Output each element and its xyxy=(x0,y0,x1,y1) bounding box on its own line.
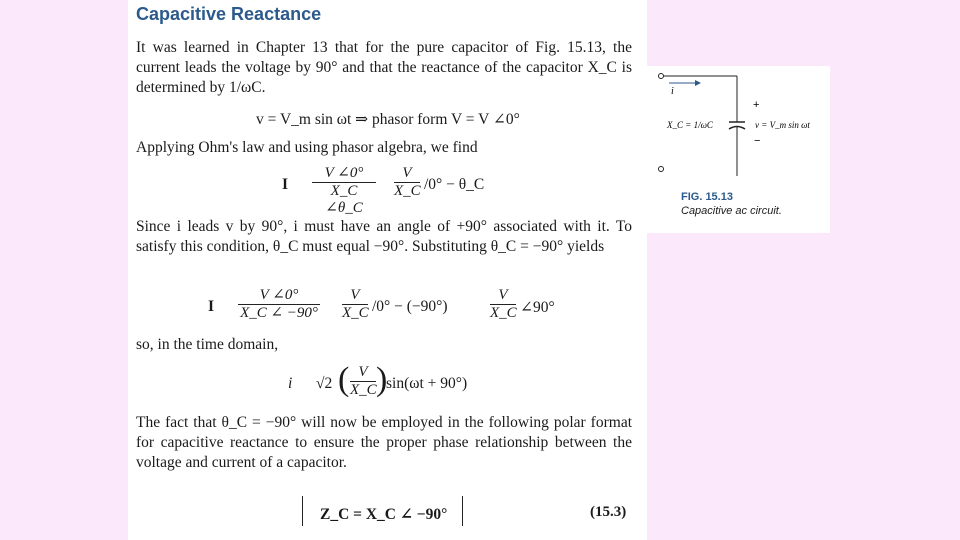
figure-caption-text: Capacitive ac circuit. xyxy=(681,205,782,217)
eq3-f1-numerator: V ∠0° xyxy=(238,287,320,305)
eq4-fraction xyxy=(350,364,376,399)
eq3-tail: ∠90° xyxy=(520,299,555,316)
eq4-right-paren: ) xyxy=(376,361,388,398)
paragraph-intro: It was learned in Chapter 13 that for the pure capacitor of Fig. 15.13, the current leads the voltage by 90° and that the reactance of the capacitor X_C is determined by 1/ωC. xyxy=(136,39,632,96)
eq2-fraction-1 xyxy=(312,165,376,217)
eq3-fraction-3 xyxy=(490,287,516,322)
equation-phasor-form: v = V_m sin ωt ⇒ phasor form V = V ∠0° xyxy=(256,111,520,128)
eq3-f2-denominator: X_C xyxy=(342,305,369,321)
eq4-numerator: V xyxy=(350,364,376,382)
eq2-lhs: I xyxy=(282,176,289,193)
eq4-root: √2 xyxy=(316,375,333,392)
eq3-f2-numerator: V xyxy=(342,287,368,305)
eq2-f2-numerator: V xyxy=(394,165,420,183)
current-label: i xyxy=(671,86,674,97)
equation-box-left-rule xyxy=(302,496,303,526)
eq4-lhs: i xyxy=(288,375,293,392)
eq3-f3-numerator: V xyxy=(490,287,516,305)
equation-number: (15.3) xyxy=(590,504,627,520)
eq3-fraction-2 xyxy=(342,287,368,322)
eq4-denominator: X_C xyxy=(350,382,377,398)
eq3-lhs: I xyxy=(208,298,215,315)
figure-15-13 xyxy=(647,66,830,233)
eq3-middle: /0° − (−90°) xyxy=(372,298,448,315)
eq2-tail: /0° − θ_C xyxy=(424,176,485,193)
voltage-label: v = V_m sin ωt xyxy=(755,120,810,130)
section-heading: Capacitive Reactance xyxy=(136,4,322,24)
eq4-left-paren: ( xyxy=(338,361,350,398)
eq3-f3-denominator: X_C xyxy=(490,305,517,321)
current-arrowhead-icon xyxy=(695,80,701,86)
reactance-label: X_C = 1/ωC xyxy=(667,120,713,130)
paragraph-time-domain: so, in the time domain, xyxy=(136,336,279,353)
equation-box-right-rule xyxy=(462,496,463,526)
figure-caption xyxy=(681,191,782,217)
paragraph-ohms-law: Applying Ohm's law and using phasor algebra, we find xyxy=(136,139,478,156)
bottom-terminal xyxy=(659,167,664,172)
eq2-fraction-2 xyxy=(394,165,420,200)
capacitor-circuit-diagram xyxy=(647,66,830,191)
paragraph-polar-format: The fact that θ_C = −90° will now be employed in the following polar format for capacitive reactance to ensure the proper phase relationship between the voltage and current of a capacitor. xyxy=(136,414,632,471)
eq3-f1-denominator: X_C ∠ −90° xyxy=(240,305,318,321)
equation-15-3: Z_C = X_C ∠ −90° xyxy=(320,506,448,523)
eq3-fraction-1 xyxy=(238,287,320,322)
eq2-f1-numerator: V ∠0° xyxy=(312,165,376,183)
eq2-f1-denominator: X_C ∠θ_C xyxy=(325,183,363,216)
eq2-f2-denominator: X_C xyxy=(394,183,421,199)
top-terminal xyxy=(659,74,664,79)
paragraph-phase-condition: Since i leads v by 90°, i must have an angle of +90° associated with it. To satisfy this condition, θ_C must equal −90°. Substituting θ_C = −90° yields xyxy=(136,218,632,255)
eq4-tail: sin(ωt + 90°) xyxy=(386,375,468,392)
figure-label: FIG. 15.13 xyxy=(681,191,733,203)
plus-sign: + xyxy=(753,99,760,111)
minus-sign: − xyxy=(754,135,761,147)
textbook-page xyxy=(128,0,647,540)
